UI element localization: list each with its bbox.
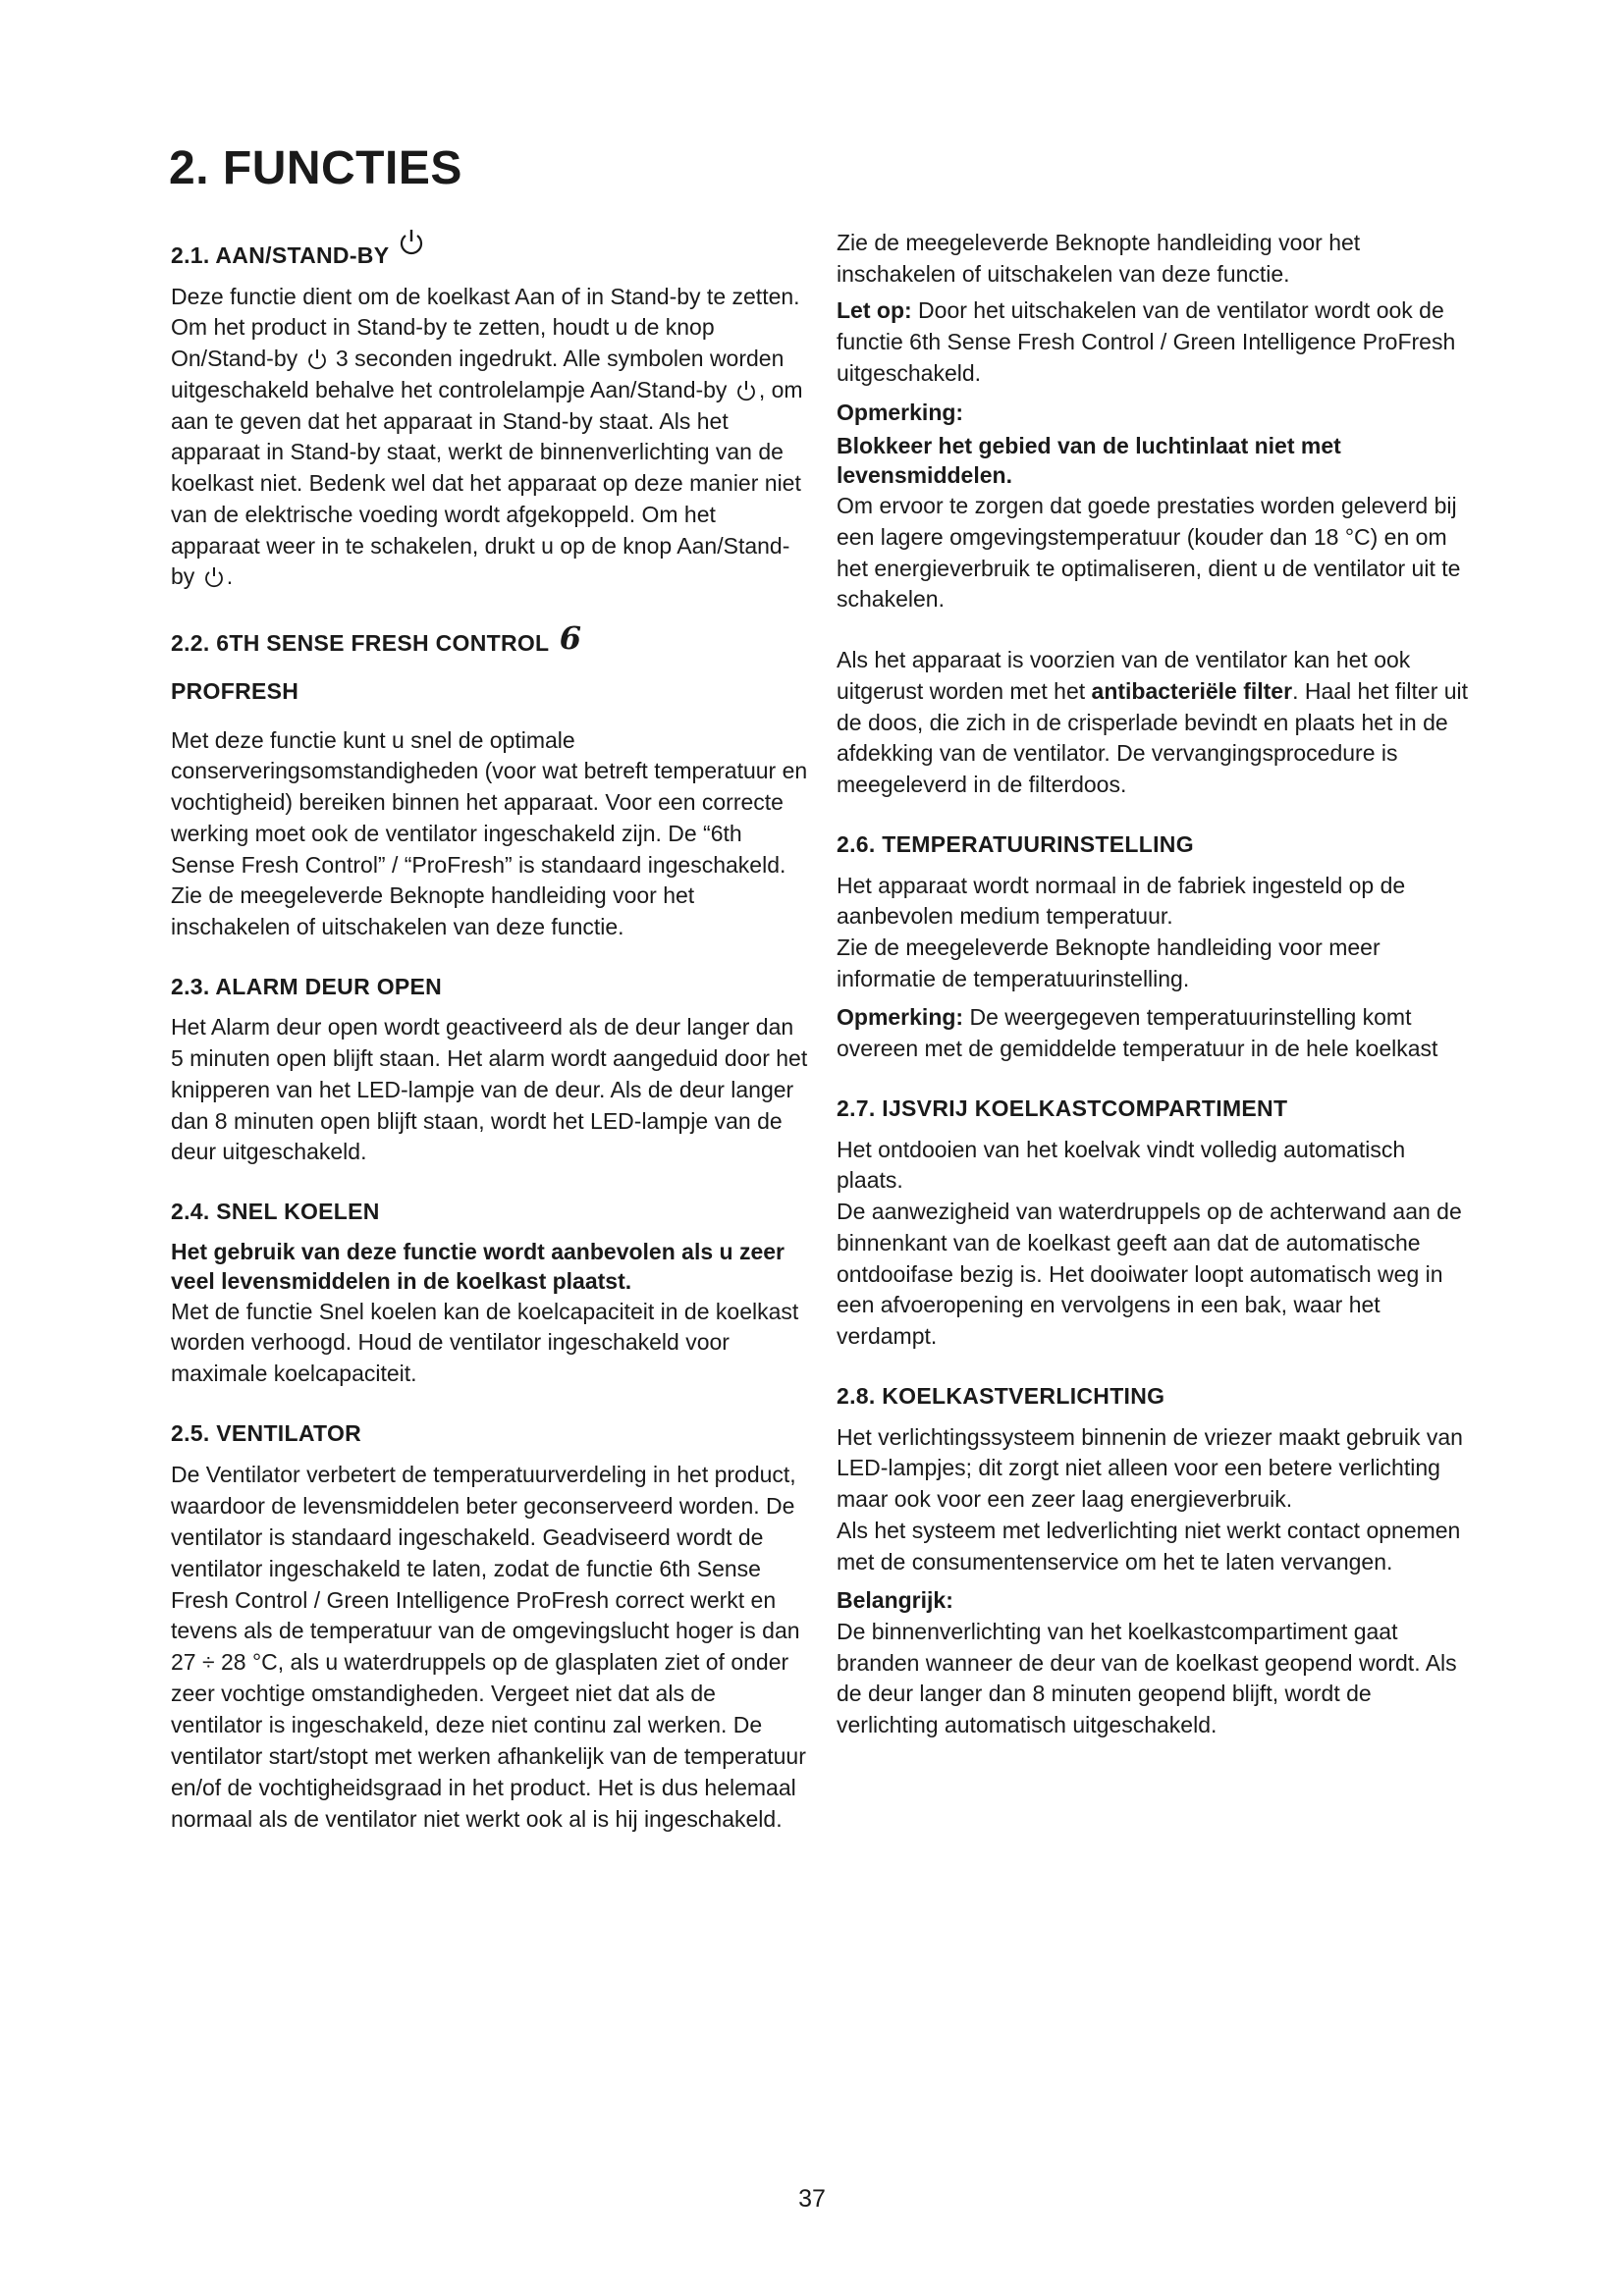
heading-text: 2.1. AAN/STAND-BY bbox=[171, 242, 389, 268]
section-snel-koelen bbox=[171, 1198, 809, 1390]
note-label: Let op: bbox=[837, 297, 912, 324]
text-run: . Haal het filter uit de doos, die zich in de crisperlade bevindt en plaats het in de afdekking van de ventilator. De vervangingsprocedure is meegeleverd in de filterdoos. bbox=[837, 677, 1469, 798]
section-temperatuurinstelling bbox=[837, 830, 1475, 1065]
paragraph: Zie de meegeleverde Beknopte handleiding voor het inschakelen of uitschakelen van deze functie. bbox=[837, 230, 1361, 287]
section-ventilator bbox=[171, 1419, 809, 1836]
filter-term: antibacteriële filter bbox=[1091, 677, 1293, 704]
6th-sense-logo-icon: 6 bbox=[559, 619, 582, 658]
paragraph: Het ontdooien van het koelvak vindt volledig automatisch plaats. bbox=[837, 1136, 1406, 1194]
section-heading: 2.5. VENTILATOR bbox=[171, 1419, 362, 1446]
important-label: Belangrijk: bbox=[837, 1587, 953, 1614]
text-run: . bbox=[226, 563, 234, 590]
text-run: 3 seconden ingedrukt. Alle symbolen worden uitgeschakeld behalve het controlelampje Aan/Stand-by bbox=[171, 346, 785, 402]
paragraph: Het Alarm deur open wordt geactiveerd als de deur langer dan 5 minuten open blijft staan. Het alarm wordt aangeduid door het knipperen van het LED-lampje van de deur. Als de deur langer dan 8 minuten open blijft staan, wordt het LED-lampje van de deur uitgeschakeld. bbox=[171, 1014, 808, 1165]
remark-label: Opmerking: bbox=[837, 1004, 964, 1031]
section-heading: 2.7. IJSVRIJ KOELKASTCOMPARTIMENT bbox=[837, 1095, 1288, 1121]
paragraph: Met deze functie kunt u snel de optimale conserveringsomstandigheden (voor wat betreft temperatuur en vochtigheid) bereiken binnen het apparaat. Voor een correcte werking moet ook de ventilator ingeschakeld zijn. De “6th Sense Fresh Control” / “ProFresh” is standaard ingeschakeld. Zie de meegeleverde Beknopte handleiding voor het inschakelen of uitschakelen van deze functie. bbox=[171, 726, 808, 939]
paragraph: De binnenverlichting van het koelkastcompartiment gaat branden wanneer de deur van de koelkast geopend wordt. Als de deur langer dan 8 minuten geopend blijft, wordt de verlichting automatisch uitgeschakeld. bbox=[837, 1619, 1457, 1738]
section-heading bbox=[171, 619, 809, 658]
paragraph: Om ervoor te zorgen dat goede prestaties worden geleverd bij een lagere omgevingstemperatuur (kouder dan 18 °C) en om het energieverbruik te optimaliseren, dient u de ventilator uit te schakelen. bbox=[837, 493, 1461, 613]
power-standby-icon bbox=[736, 380, 756, 401]
section-6th-sense bbox=[171, 619, 809, 943]
section-heading: 2.4. SNEL KOELEN bbox=[171, 1199, 380, 1225]
remark-label: Opmerking: bbox=[837, 399, 964, 425]
section-heading bbox=[171, 228, 809, 270]
left-column bbox=[171, 228, 809, 1865]
section-heading: 2.6. TEMPERATUURINSTELLING bbox=[837, 830, 1194, 857]
paragraph: Het apparaat wordt normaal in de fabriek ingesteld op de aanbevolen medium temperatuur. bbox=[837, 872, 1406, 930]
section-heading: 2.3. ALARM DEUR OPEN bbox=[171, 973, 443, 999]
right-column bbox=[837, 228, 1475, 1771]
power-standby-icon bbox=[399, 228, 424, 257]
paragraph: Het verlichtingssysteem binnenin de vriezer maakt gebruik van LED-lampjes; dit zorgt niet alleen voor een betere verlichting maar ook voor een zeer laag energieverbruik. bbox=[837, 1423, 1463, 1513]
note-text: Door het uitschakelen van de ventilator wordt ook de functie 6th Sense Fresh Control / Green Intelligence ProFresh uitgeschakeld. bbox=[837, 297, 1456, 386]
text-run: Als het apparaat is voorzien van de ventilator kan het ook uitgerust worden met het bbox=[837, 647, 1411, 704]
section-heading: 2.8. KOELKASTVERLICHTING bbox=[837, 1382, 1165, 1409]
paragraph: Zie de meegeleverde Beknopte handleiding voor meer informatie de temperatuurinstelling. bbox=[837, 934, 1380, 991]
page-number: 37 bbox=[798, 2185, 826, 2213]
remark-bold: Blokkeer het gebied van de luchtinlaat niet met levensmiddelen. bbox=[837, 433, 1341, 489]
section-ijsvrij bbox=[837, 1095, 1475, 1353]
paragraph: Met de functie Snel koelen kan de koelcapaciteit in de koelkast worden verhoogd. Houd de ventilator ingeschakeld voor maximale koelcapaciteit. bbox=[171, 1298, 799, 1387]
subheading-profresh: PROFRESH bbox=[171, 677, 299, 704]
paragraph bbox=[171, 282, 809, 593]
heading-text: 2.2. 6TH SENSE FRESH CONTROL bbox=[171, 630, 549, 657]
section-ventilator-continued bbox=[837, 228, 1475, 801]
power-standby-icon bbox=[204, 566, 224, 588]
section-koelkastverlichting bbox=[837, 1382, 1475, 1741]
filter-paragraph bbox=[837, 645, 1475, 801]
paragraph: De aanwezigheid van waterdruppels op de achterwand aan de binnenkant van de koelkast geeft aan dat de automatische ontdooifase bezig is. Het dooiwater loopt automatisch weg in een afvoeropening en vervolgens in een bak, waar het verdampt. bbox=[837, 1199, 1462, 1350]
power-standby-icon bbox=[307, 348, 327, 370]
paragraph: De Ventilator verbetert de temperatuurverdeling in het product, waardoor de levensmiddelen beter geconserveerd worden. De ventilator is standaard ingeschakeld. Geadviseerd wordt de ventilator ingeschakeld te laten, zodat de functie 6th Sense Fresh Control / Green Intelligence ProFresh correct werkt en tevens als de temperatuur van de omgevingslucht hoger is dan 27 ÷ 28 °C, als u waterdruppels op de glasplaten ziet of onder zeer vochtige omstandigheden. Vergeet niet dat als de ventilator is ingeschakeld, deze niet continu zal werken. De ventilator start/stopt met werken afhankelijk van de temperatuur en/of de vochtigheidsgraad in het product. Het is dus helemaal normaal als de ventilator niet werkt ook al is hij ingeschakeld. bbox=[171, 1461, 806, 1833]
remark-paragraph bbox=[837, 1002, 1475, 1064]
section-alarm-deur-open bbox=[171, 973, 809, 1168]
text-run: Deze functie dient om de koelkast Aan of in Stand-by te zetten. Om het product in Stand-by te zetten, houdt u de knop On/Stand-by bbox=[171, 283, 800, 372]
section-aan-stand-by bbox=[171, 228, 809, 593]
page-title: 2. FUNCTIES bbox=[169, 142, 462, 194]
bold-note: Het gebruik van deze functie wordt aanbevolen als u zeer veel levensmiddelen in de koelkast plaatst. bbox=[171, 1238, 785, 1294]
remark-text: De weergegeven temperatuurinstelling komt overeen met de gemiddelde temperatuur in de hele koelkast bbox=[837, 1004, 1438, 1062]
paragraph: Als het systeem met ledverlichting niet werkt contact opnemen met de consumentenservice om het te laten vervangen. bbox=[837, 1517, 1461, 1575]
note-paragraph bbox=[837, 295, 1475, 389]
text-run: , om aan te geven dat het apparaat in Stand-by staat. Als het apparaat in Stand-by staat, werkt de binnenverlichting van de koelkast niet. Bedenk wel dat het apparaat op deze manier niet van de elektrische voeding wordt afgekoppeld. Om het apparaat weer in te schakelen, drukt u op de knop Aan/Stand-by bbox=[171, 376, 803, 590]
